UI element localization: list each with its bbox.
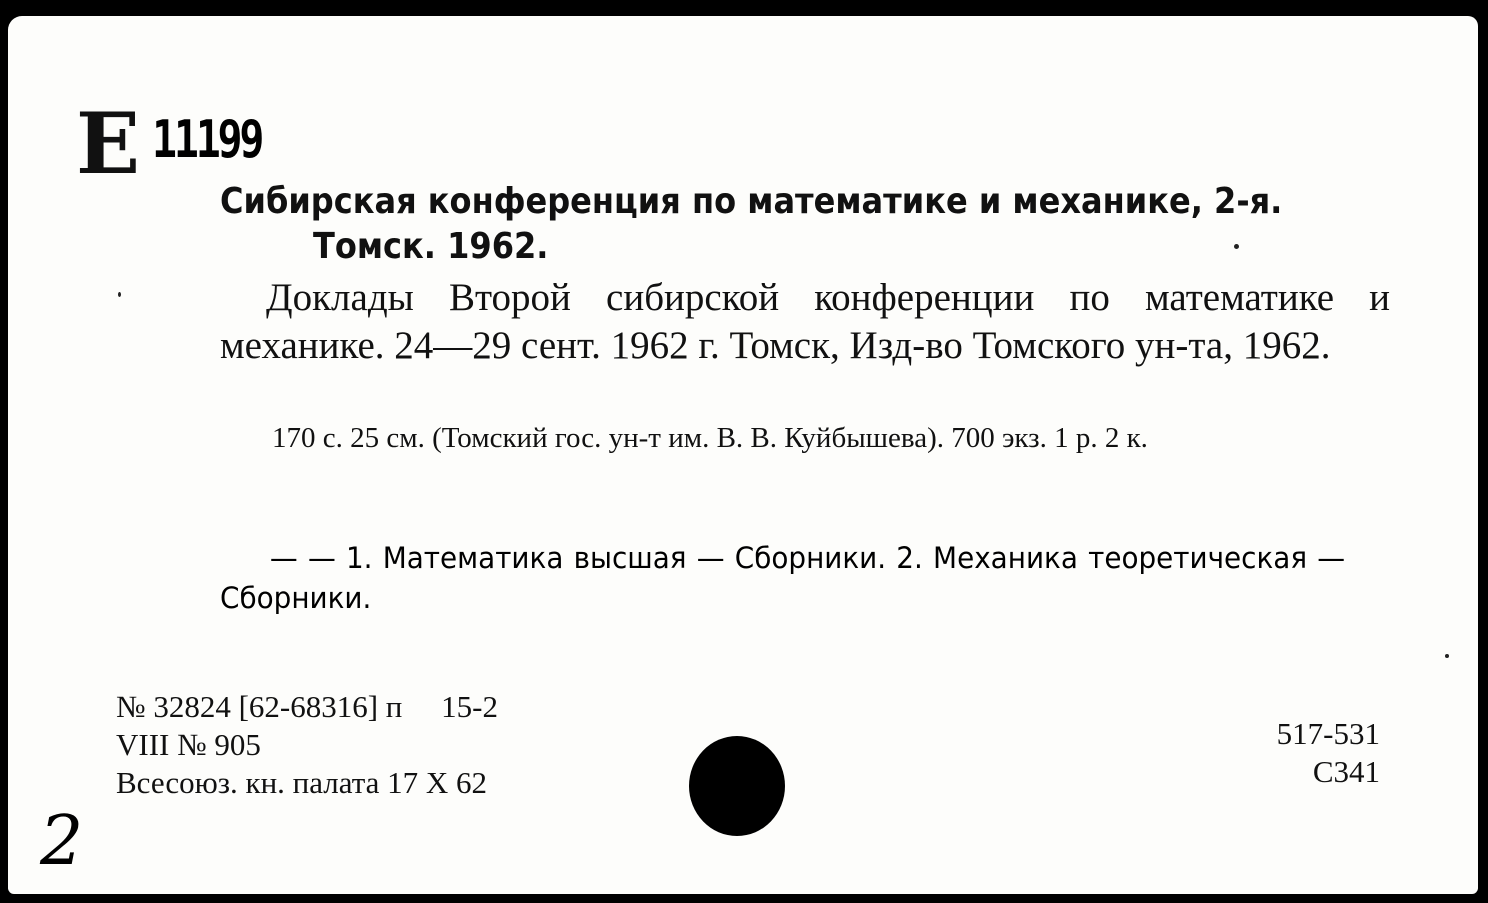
registration-info [116,688,498,802]
registration-line-2: VIII № 905 [116,727,261,762]
registration-line-3: Всесоюз. кн. палата 17 X 62 [116,765,488,800]
handwritten-mark: 2 [40,802,84,881]
classification-index: 517-531 [1276,716,1380,751]
heading-line-2: Томск. 1962. [313,226,549,267]
call-number: 11199 [152,110,262,170]
punch-hole [689,736,785,836]
physical-description: 170 с. 25 см. (Томский гос. ун-т им. В. В. Куйбышева). 700 экз. 1 р. 2 к. [272,422,1148,454]
author-sign: С341 [1312,754,1380,789]
catalog-card [8,16,1478,894]
call-letter: Е [76,94,141,193]
speck [1445,654,1449,658]
speck [1234,244,1239,249]
heading-line-1: Сибирская конференция по математике и механике, 2-я. [220,181,1283,222]
speck [118,292,121,297]
bibliographic-description: Доклады Второй сибирской конференции по математике и механике. 24—29 сент. 1962 г. Томск, Изд-во Томского ун-та, 1962. [220,276,1390,367]
subject-headings: — — 1. Математика высшая — Сборники. 2. Механика теоретическая — Сборники. [220,541,1346,615]
registration-line-1: № 32824 [62-68316] п 15-2 [116,689,498,724]
